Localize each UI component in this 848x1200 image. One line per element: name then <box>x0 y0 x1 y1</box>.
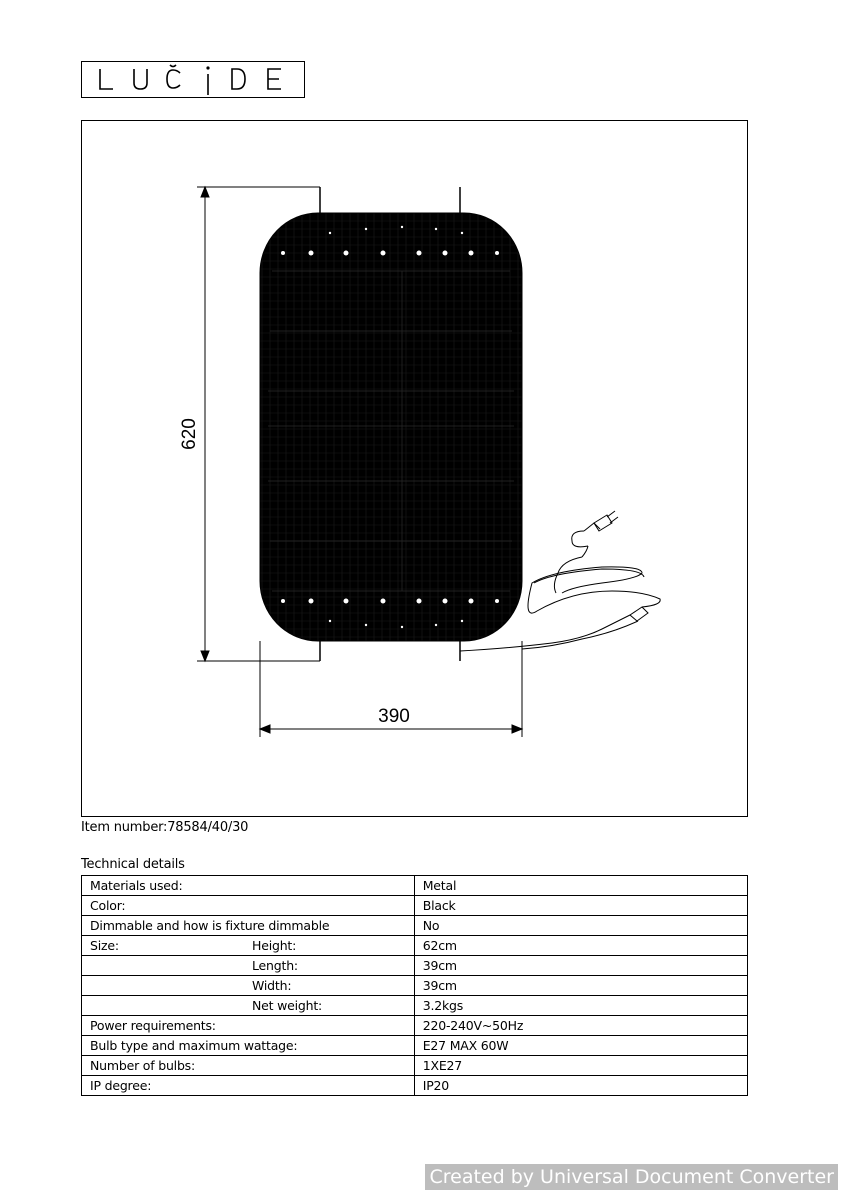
table-row <box>82 896 748 916</box>
table-row <box>82 976 748 996</box>
lamp-shade <box>260 213 522 641</box>
technical-drawing-frame <box>81 120 748 817</box>
spec-label <box>82 976 415 996</box>
spec-label <box>82 996 415 1016</box>
width-dimension-label: 390 <box>378 706 410 727</box>
spec-value: Metal <box>414 876 747 896</box>
table-row <box>82 916 748 936</box>
spec-sub-label: Width: <box>252 978 292 993</box>
table-row <box>82 1076 748 1096</box>
technical-details-title: Technical details <box>81 857 185 872</box>
table-row <box>82 876 748 896</box>
spec-value: No <box>414 916 747 936</box>
logo-lettering <box>82 62 303 96</box>
spec-value: 39cm <box>414 976 747 996</box>
brand-logo <box>81 61 305 98</box>
table-row <box>82 1016 748 1036</box>
spec-value: IP20 <box>414 1076 747 1096</box>
spec-value: E27 MAX 60W <box>414 1036 747 1056</box>
spec-sub-label: Height: <box>252 938 297 953</box>
table-row <box>82 936 748 956</box>
spec-value: Black <box>414 896 747 916</box>
table-row <box>82 996 748 1016</box>
converter-watermark: Created by Universal Document Converter <box>425 1164 838 1190</box>
spec-sub-label: Net weight: <box>252 998 323 1013</box>
spec-value: 62cm <box>414 936 747 956</box>
spec-sub-label: Length: <box>252 958 298 973</box>
item-number: Item number:78584/40/30 <box>81 820 249 835</box>
spec-value: 1XE27 <box>414 1056 747 1076</box>
spec-value: 39cm <box>414 956 747 976</box>
spec-label: Color: <box>82 896 415 916</box>
spec-label: Power requirements: <box>82 1016 415 1036</box>
spec-label: IP degree: <box>82 1076 415 1096</box>
table-row <box>82 956 748 976</box>
spec-label: Size: Height: <box>82 936 415 956</box>
spec-label: Number of bulbs: <box>82 1056 415 1076</box>
table-row <box>82 1056 748 1076</box>
spec-value: 3.2kgs <box>414 996 747 1016</box>
table-row <box>82 1036 748 1056</box>
height-dimension-label: 620 <box>179 418 200 450</box>
spec-label <box>82 956 415 976</box>
spec-label: Materials used: <box>82 876 415 896</box>
spec-label: Bulb type and maximum wattage: <box>82 1036 415 1056</box>
spec-label: Dimmable and how is fixture dimmable <box>82 916 415 936</box>
technical-details-table <box>81 875 748 1096</box>
spec-value: 220-240V~50Hz <box>414 1016 747 1036</box>
